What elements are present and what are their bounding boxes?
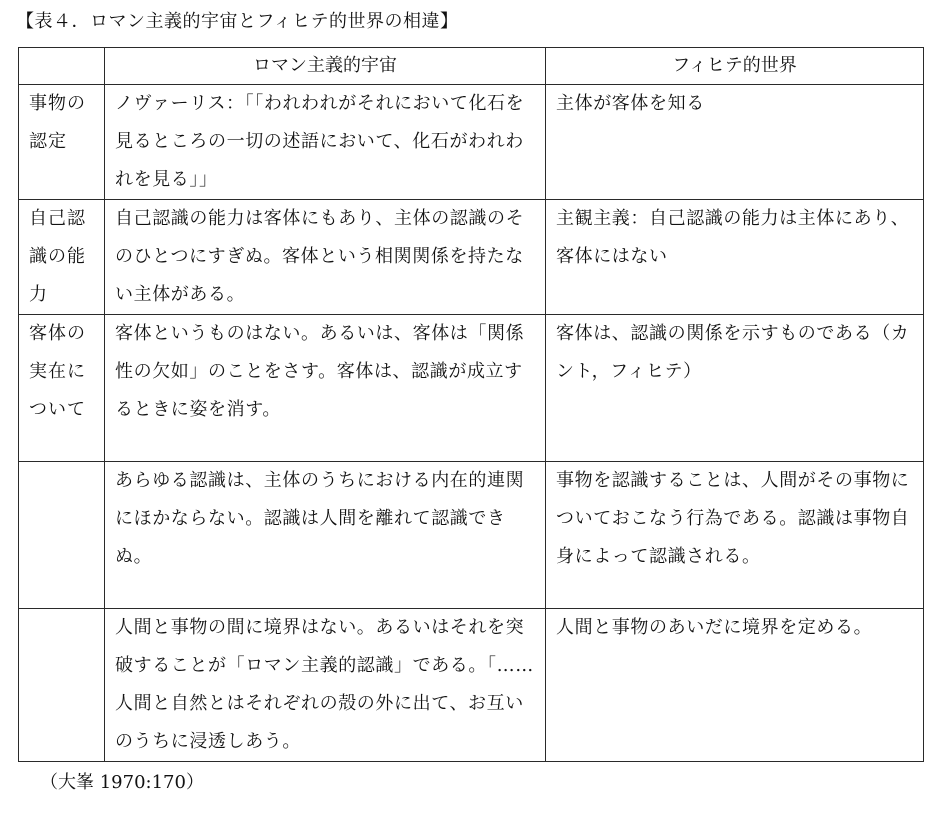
romantic-cell: 自己認識の能力は客体にもあり、主体の認識のそのひとつにすぎぬ。客体という相関関係を持たない主体がある。: [105, 200, 546, 315]
table-header-row: [19, 48, 924, 85]
romantic-cell: あらゆる認識は、主体のうちにおける内在的連関にほかならない。認識は人間を離れて認識できぬ。: [105, 462, 546, 609]
fichte-cell: 事物を認識することは、人間がその事物についておこなう行為である。認識は事物自身によって認識される。: [546, 462, 924, 609]
table-row: [19, 85, 924, 200]
row-label: 客体の実在について: [19, 315, 105, 462]
romantic-cell: 人間と事物の間に境界はない。あるいはそれを突破することが「ロマン主義的認識」である。「……人間と自然とはそれぞれの殻の外に出て、お互いのうちに浸透しあう。: [105, 609, 546, 762]
source-citation: （大峯 1970:170）: [40, 772, 204, 793]
row-label: 自己認識の能力: [19, 200, 105, 315]
table-row: [19, 200, 924, 315]
romantic-cell: ノヴァーリス：「「われわれがそれにおいて化石を見るところの一切の述語において、化石がわれわれを見る」」: [105, 85, 546, 200]
fichte-cell: 主体が客体を知る: [546, 85, 924, 200]
romantic-cell: 客体というものはない。あるいは、客体は「関係性の欠如」のことをさす。客体は、認識が成立するときに姿を消す。: [105, 315, 546, 462]
table-row: [19, 462, 924, 609]
header-blank: [19, 48, 105, 85]
fichte-cell: 客体は、認識の関係を示すものである（カント，フィヒテ）: [546, 315, 924, 462]
row-label: [19, 462, 105, 609]
comparison-table: [18, 47, 924, 762]
fichte-cell: 人間と事物のあいだに境界を定める。: [546, 609, 924, 762]
fichte-cell: 主観主義：自己認識の能力は主体にあり、客体にはない: [546, 200, 924, 315]
table-row: [19, 609, 924, 762]
header-romantic-universe: ロマン主義的宇宙: [105, 48, 546, 85]
table-row: [19, 315, 924, 462]
row-label: [19, 609, 105, 762]
table-caption: 【表４．ロマン主義的宇宙とフィヒテ的世界の相違】: [16, 11, 459, 32]
row-label: 事物の認定: [19, 85, 105, 200]
header-fichte-world: フィヒテ的世界: [546, 48, 924, 85]
